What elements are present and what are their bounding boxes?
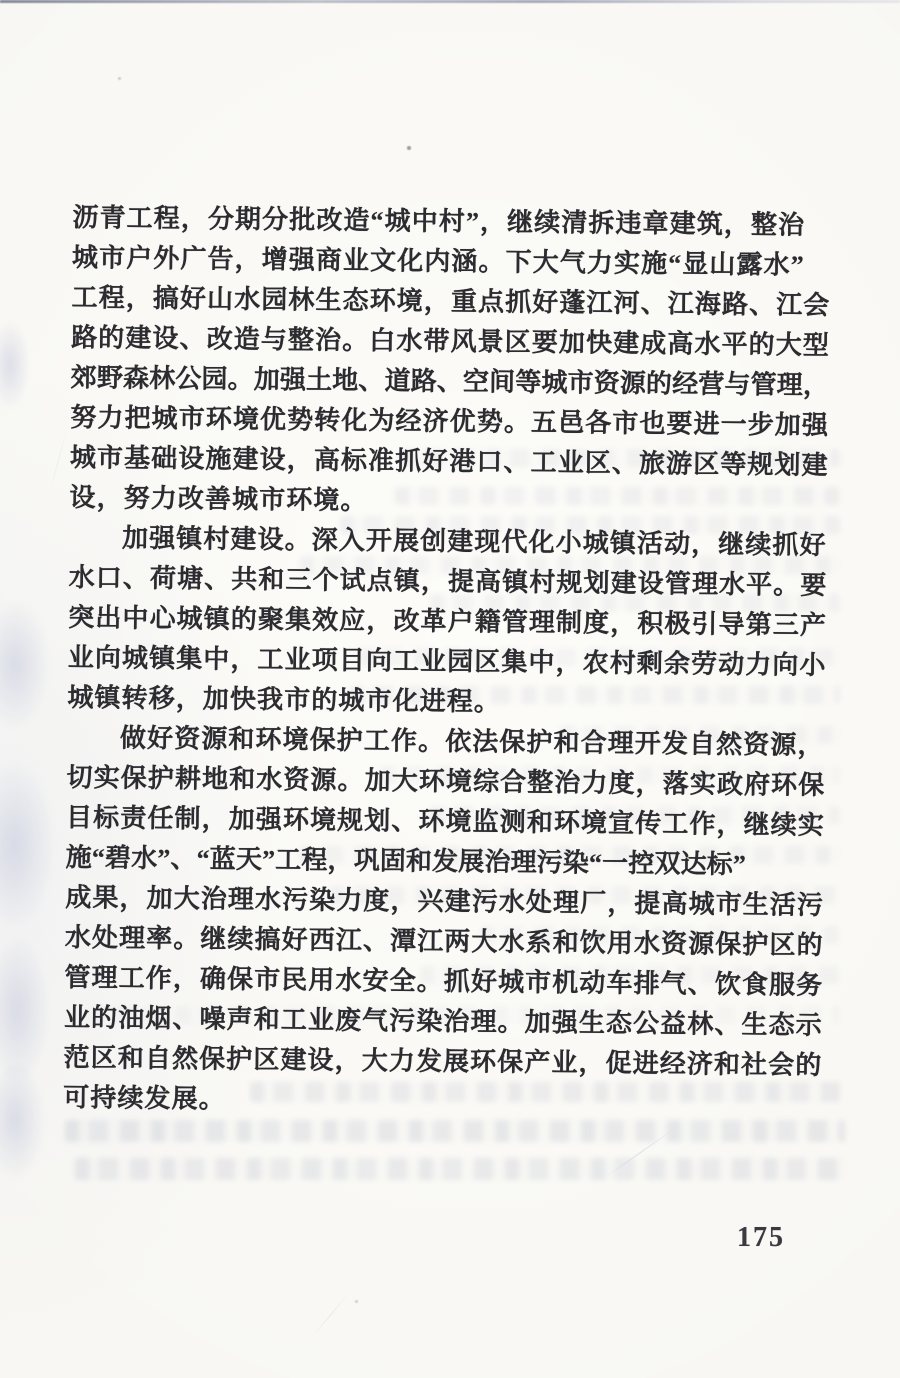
text-line: 水处理率。继续搞好西江、潭江两大水系和饮用水资源保护区的: [64, 923, 824, 960]
page-stain: [0, 320, 30, 410]
page-stain: [0, 600, 50, 730]
text-line: 切实保护耕地和水资源。加大环境综合整治力度，落实政府环保: [66, 763, 826, 800]
text-line: 城市户外广告，增强商业文化内涵。下大气力实施“显山露水”: [71, 243, 805, 280]
paper-crease: [311, 1292, 350, 1339]
text-line: 城镇转移，加快我市的城市化进程。: [67, 683, 502, 717]
text-line: 水口、荷塘、共和三个试点镇，提高镇村规划建设管理水平。要: [68, 563, 828, 600]
text-line: 业向城镇集中，工业项目向工业园区集中，农村剩余劳动力向小: [67, 643, 827, 680]
text-line: 范区和自然保护区建设，大力发展环保产业，促进经济和社会的: [63, 1043, 823, 1080]
text-line: 管理工作，确保市民用水安全。抓好城市机动车排气、饮食服务: [64, 963, 824, 1000]
text-line: 沥青工程，分期分批改造“城中村”，继续清拆违章建筑，整治: [72, 203, 806, 240]
dust-speck: [118, 77, 121, 80]
paragraph: [63, 718, 833, 1126]
text-line: 目标责任制，加强环境规划、环境监测和环境宣传工作，继续实: [65, 803, 826, 840]
bleedthrough-text-artifact: [75, 1158, 845, 1180]
body-text: [63, 198, 839, 1126]
paragraph: [67, 518, 835, 726]
page-stain: [0, 760, 55, 930]
text-line: 路的建设、改造与整治。白水带风景区要加快建成高水平的大型: [71, 323, 831, 360]
text-line: 郊野森林公园。加强土地、道路、空间等城市资源的经营与管理，: [70, 363, 830, 400]
text-line: 突出中心城镇的聚集效应，改革户籍管理制度，积极引导第三产: [68, 603, 828, 640]
text-line: 成果，加大治理水污染力度，兴建污水处理厂，提高城市生活污: [65, 883, 825, 920]
text-line: 业的油烟、噪声和工业废气污染治理。加强生态公益林、生态示: [63, 1003, 823, 1040]
text-line: 城市基础设施建设，高标准抓好港口、工业区、旅游区等规划建: [69, 443, 829, 480]
text-line: 施“碧水”、“蓝天”工程，巩固和发展治理污染“一控双达标”: [65, 843, 747, 880]
text-line: 做好资源和环境保护工作。依法保护和合理开发自然资源，: [119, 723, 825, 760]
paper-crease: [50, 431, 66, 489]
dust-speck: [355, 1300, 358, 1303]
page-stain: [0, 1060, 45, 1180]
text-line: 加强镇村建设。深入开展创建现代化小城镇活动，继续抓好: [121, 523, 827, 560]
paragraph: [69, 198, 838, 526]
text-line: 设，努力改善城市环境。: [69, 483, 368, 516]
text-line: 工程，搞好山水园林生态环境，重点抓好蓬江河、江海路、江会: [71, 283, 831, 320]
text-line: 努力把城市环境优势转化为经济优势。五邑各市也要进一步加强: [70, 403, 830, 440]
page-number: 175: [737, 1222, 785, 1253]
text-line: 可持续发展。: [63, 1083, 226, 1114]
scan-edge-artifact: [0, 0, 900, 3]
dust-speck: [407, 146, 411, 150]
